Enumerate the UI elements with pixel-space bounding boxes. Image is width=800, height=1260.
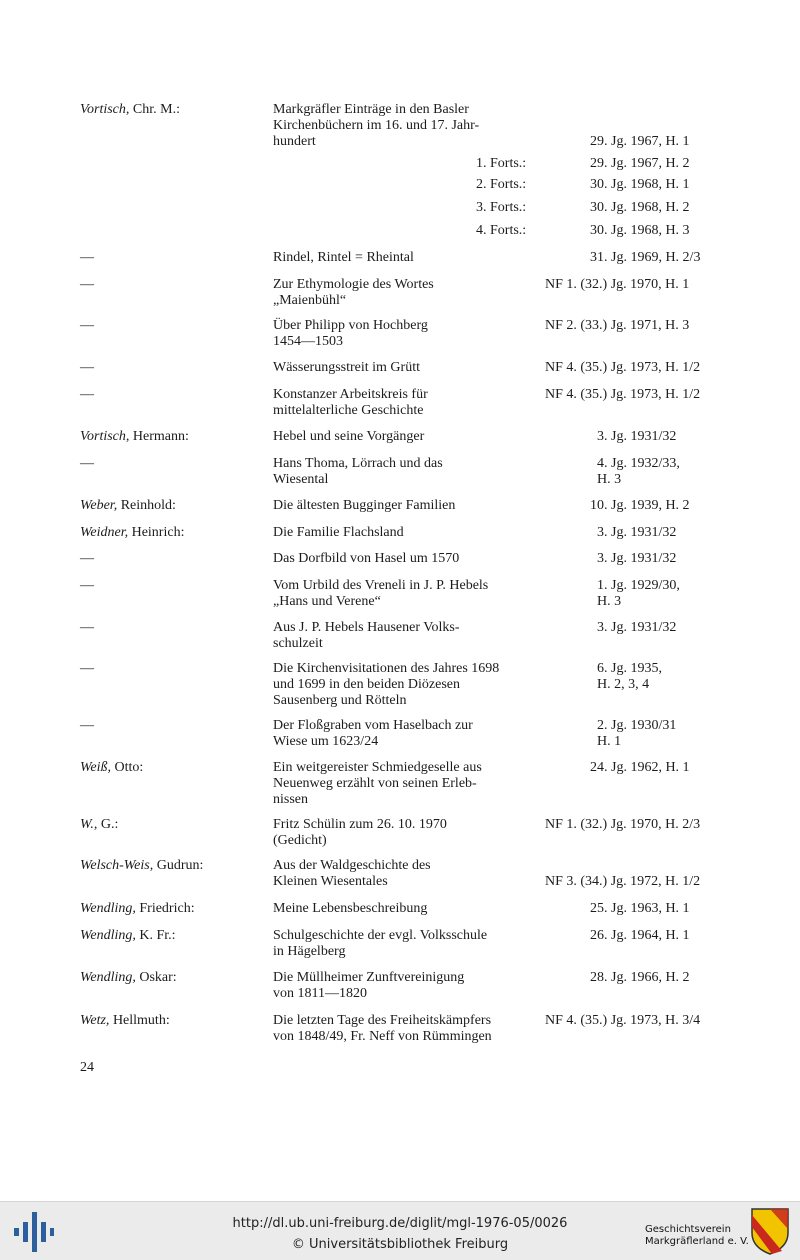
ditto-dash: —	[80, 360, 94, 375]
title-line: Die Müllheimer Zunftvereinigung	[273, 970, 465, 985]
ditto-dash: —	[80, 456, 94, 471]
reference-line: 4. Jg. 1932/33,	[597, 456, 680, 471]
title-line: Zur Ethymologie des Wortes	[273, 277, 434, 292]
entry-title	[273, 277, 545, 309]
copyright-notice: © Universitätsbibliothek Freiburg	[291, 1237, 509, 1252]
author-surname: W.,	[80, 817, 98, 832]
society-name-line-2: Markgräflerland e. V.	[645, 1236, 749, 1247]
entry-reference	[545, 277, 725, 293]
reference-line: 31. Jg. 1969, H. 2/3	[590, 250, 701, 265]
reference-line: 28. Jg. 1966, H. 2	[590, 970, 690, 985]
title-line: Aus der Waldgeschichte des	[273, 858, 431, 873]
entry-title	[273, 970, 545, 1002]
reference-line: 26. Jg. 1964, H. 1	[590, 928, 690, 943]
entry-title	[273, 456, 545, 488]
entry-author	[80, 1013, 170, 1029]
entry-author	[80, 901, 195, 917]
entry-reference	[545, 970, 725, 986]
entry-reference	[545, 177, 725, 193]
reference-line: NF 1. (32.) Jg. 1970, H. 2/3	[545, 817, 701, 832]
title-line: Die ältesten Bugginger Familien	[273, 498, 456, 513]
reference-line: 30. Jg. 1968, H. 3	[590, 223, 690, 238]
entry-author	[80, 318, 94, 334]
author-surname: Welsch-Weis,	[80, 858, 154, 873]
continuation-label: 4. Forts.:	[476, 223, 527, 238]
entry-author	[80, 760, 143, 776]
entry-reference	[545, 760, 725, 776]
entry-title	[273, 525, 545, 541]
ditto-dash: —	[80, 318, 94, 333]
entry-author	[80, 928, 176, 944]
permalink-url[interactable]: http://dl.ub.uni-freiburg.de/diglit/mgl-1976-05/0026	[232, 1216, 568, 1231]
entry-reference	[545, 156, 725, 172]
entry-author	[80, 498, 176, 514]
title-line: (Gedicht)	[273, 833, 327, 848]
entry-reference	[545, 874, 725, 890]
entry-author	[80, 250, 94, 266]
author-surname: Vortisch,	[80, 102, 130, 117]
entry-title	[273, 901, 545, 917]
entry-reference	[545, 456, 725, 488]
title-line: Vom Urbild des Vreneli in J. P. Hebels	[273, 578, 489, 593]
entry-title	[273, 102, 545, 150]
continuation-label: 3. Forts.:	[476, 200, 527, 215]
reference-line: H. 1	[597, 734, 622, 749]
title-line: Meine Lebensbeschreibung	[273, 901, 428, 916]
title-line: Ein weitgereister Schmiedgeselle aus	[273, 760, 482, 775]
title-line: Über Philipp von Hochberg	[273, 318, 428, 333]
reference-line: NF 4. (35.) Jg. 1973, H. 3/4	[545, 1013, 701, 1028]
ditto-dash: —	[80, 578, 94, 593]
entry-author	[80, 429, 189, 445]
title-line: Das Dorfbild von Hasel um 1570	[273, 551, 460, 566]
title-line: Rindel, Rintel = Rheintal	[273, 250, 414, 265]
title-line: von 1811—1820	[273, 986, 367, 1001]
author-surname: Weiß,	[80, 760, 111, 775]
ditto-dash: —	[80, 718, 94, 733]
entry-author	[80, 551, 94, 567]
entry-reference	[545, 1013, 725, 1029]
entry-reference	[545, 134, 725, 150]
reference-line: H. 2, 3, 4	[597, 677, 650, 692]
entry-title	[273, 551, 545, 567]
reference-line: NF 3. (34.) Jg. 1972, H. 1/2	[545, 874, 701, 889]
author-given-name: Oskar:	[135, 970, 177, 985]
coat-of-arms-icon	[750, 1207, 790, 1255]
entry-author	[80, 620, 94, 636]
entry-reference	[545, 817, 725, 833]
author-given-name: K. Fr.:	[135, 928, 176, 943]
entry-title	[273, 1013, 545, 1045]
reference-line: 29. Jg. 1967, H. 1	[590, 134, 690, 149]
reference-line: 29. Jg. 1967, H. 2	[590, 156, 690, 171]
entry-reference	[545, 223, 725, 239]
reference-line: 3. Jg. 1931/32	[597, 429, 677, 444]
entry-reference	[545, 661, 725, 693]
title-line: Die Familie Flachsland	[273, 525, 404, 540]
title-line: nissen	[273, 792, 308, 807]
reference-line: 2. Jg. 1930/31	[597, 718, 677, 733]
entry-reference	[545, 525, 725, 541]
title-line: in Hägelberg	[273, 944, 346, 959]
title-line: mittelalterliche Geschichte	[273, 403, 424, 418]
title-line: Wiese um 1623/24	[273, 734, 379, 749]
title-line: 1454—1503	[273, 334, 343, 349]
author-given-name: G.:	[97, 817, 119, 832]
title-line: Kirchenbüchern im 16. und 17. Jahr-	[273, 118, 480, 133]
title-line: und 1699 in den beiden Diözesen	[273, 677, 461, 692]
reference-line: NF 2. (33.) Jg. 1971, H. 3	[545, 318, 690, 333]
author-surname: Vortisch,	[80, 429, 130, 444]
author-surname: Weber,	[80, 498, 118, 513]
title-line: „Maienbühl“	[273, 293, 347, 308]
title-line: Wiesental	[273, 472, 329, 487]
ditto-dash: —	[80, 620, 94, 635]
reference-line: 1. Jg. 1929/30,	[597, 578, 680, 593]
entry-title	[273, 250, 545, 266]
ditto-dash: —	[80, 277, 94, 292]
entry-reference	[545, 551, 725, 567]
title-line: Hans Thoma, Lörrach und das	[273, 456, 443, 471]
entry-reference	[545, 498, 725, 514]
entry-reference	[545, 928, 725, 944]
reference-line: NF 1. (32.) Jg. 1970, H. 1	[545, 277, 690, 292]
title-line: „Hans und Verene“	[273, 594, 381, 609]
ditto-dash: —	[80, 551, 94, 566]
ditto-dash: —	[80, 661, 94, 676]
entry-title	[273, 817, 545, 849]
entry-reference	[545, 387, 725, 403]
entry-author	[80, 817, 118, 833]
entry-reference	[545, 250, 725, 266]
reference-line: 3. Jg. 1931/32	[597, 525, 677, 540]
title-line: Aus J. P. Hebels Hausener Volks-	[273, 620, 460, 635]
title-line: Die letzten Tage des Freiheitskämpfers	[273, 1013, 492, 1028]
entry-author	[80, 858, 203, 874]
entry-title	[273, 661, 545, 709]
reference-line: 6. Jg. 1935,	[597, 661, 662, 676]
entry-title	[273, 760, 545, 808]
author-surname: Weidner,	[80, 525, 129, 540]
reference-line: 25. Jg. 1963, H. 1	[590, 901, 690, 916]
reference-line: 3. Jg. 1931/32	[597, 551, 677, 566]
author-given-name: Friedrich:	[135, 901, 195, 916]
author-given-name: Chr. M.:	[129, 102, 180, 117]
title-line: Konstanzer Arbeitskreis für	[273, 387, 428, 402]
author-surname: Wendling,	[80, 928, 136, 943]
author-surname: Wetz,	[80, 1013, 110, 1028]
entry-title	[273, 928, 545, 960]
title-line: Der Floßgraben vom Haselbach zur	[273, 718, 473, 733]
title-line: Hebel und seine Vorgänger	[273, 429, 425, 444]
ditto-dash: —	[80, 387, 94, 402]
ditto-dash: —	[80, 250, 94, 265]
entry-author	[80, 387, 94, 403]
title-line: hundert	[273, 134, 316, 149]
entry-reference	[545, 718, 725, 750]
entry-reference	[545, 578, 725, 610]
page-number: 24	[80, 1060, 94, 1075]
entry-title	[273, 858, 545, 890]
entry-author	[80, 661, 94, 677]
title-line: Kleinen Wiesentales	[273, 874, 388, 889]
reference-line: 30. Jg. 1968, H. 1	[590, 177, 690, 192]
entry-reference	[545, 620, 725, 636]
continuation-label: 2. Forts.:	[476, 177, 527, 192]
society-name-line-1: Geschichtsverein	[645, 1224, 731, 1235]
entry-author	[80, 718, 94, 734]
entry-author	[80, 102, 180, 118]
entry-author	[80, 277, 94, 293]
author-given-name: Otto:	[110, 760, 144, 775]
entry-author	[80, 456, 94, 472]
title-line: Wässerungsstreit im Grütt	[273, 360, 420, 375]
author-surname: Wendling,	[80, 901, 136, 916]
entry-author	[80, 970, 177, 986]
reference-line: 10. Jg. 1939, H. 2	[590, 498, 690, 513]
entry-title	[273, 387, 545, 419]
entry-author	[80, 578, 94, 594]
reference-line: NF 4. (35.) Jg. 1973, H. 1/2	[545, 360, 701, 375]
author-surname: Wendling,	[80, 970, 136, 985]
title-line: Die Kirchenvisitationen des Jahres 1698	[273, 661, 500, 676]
author-given-name: Gudrun:	[153, 858, 204, 873]
viewer-footer	[0, 1201, 800, 1260]
entry-title	[273, 718, 545, 750]
title-line: Sausenberg und Rötteln	[273, 693, 407, 708]
author-given-name: Hermann:	[129, 429, 189, 444]
entry-title	[273, 318, 545, 350]
entry-title	[273, 578, 545, 610]
title-line: Schulgeschichte der evgl. Volksschule	[273, 928, 488, 943]
title-line: von 1848/49, Fr. Neff von Rümmingen	[273, 1029, 492, 1044]
reference-line: 24. Jg. 1962, H. 1	[590, 760, 690, 775]
entry-reference	[545, 318, 725, 334]
continuation-label: 1. Forts.:	[476, 156, 527, 171]
author-given-name: Reinhold:	[117, 498, 176, 513]
reference-line: H. 3	[597, 472, 622, 487]
title-line: Neuenweg erzählt von seinen Erleb-	[273, 776, 477, 791]
reference-line: 30. Jg. 1968, H. 2	[590, 200, 690, 215]
society-name	[645, 1224, 749, 1248]
entry-reference	[545, 429, 725, 445]
entry-reference	[545, 200, 725, 216]
reference-line: H. 3	[597, 594, 622, 609]
entry-reference	[545, 360, 725, 376]
entry-title	[273, 498, 545, 514]
entry-title	[273, 360, 545, 376]
author-given-name: Heinrich:	[128, 525, 185, 540]
entry-author	[80, 360, 94, 376]
title-line: Markgräfler Einträge in den Basler	[273, 102, 469, 117]
author-given-name: Hellmuth:	[109, 1013, 170, 1028]
reference-line: 3. Jg. 1931/32	[597, 620, 677, 635]
title-line: Fritz Schülin zum 26. 10. 1970	[273, 817, 447, 832]
entry-title	[273, 620, 545, 652]
entry-title	[273, 429, 545, 445]
reference-line: NF 4. (35.) Jg. 1973, H. 1/2	[545, 387, 701, 402]
entry-author	[80, 525, 184, 541]
title-line: schulzeit	[273, 636, 323, 651]
entry-reference	[545, 901, 725, 917]
